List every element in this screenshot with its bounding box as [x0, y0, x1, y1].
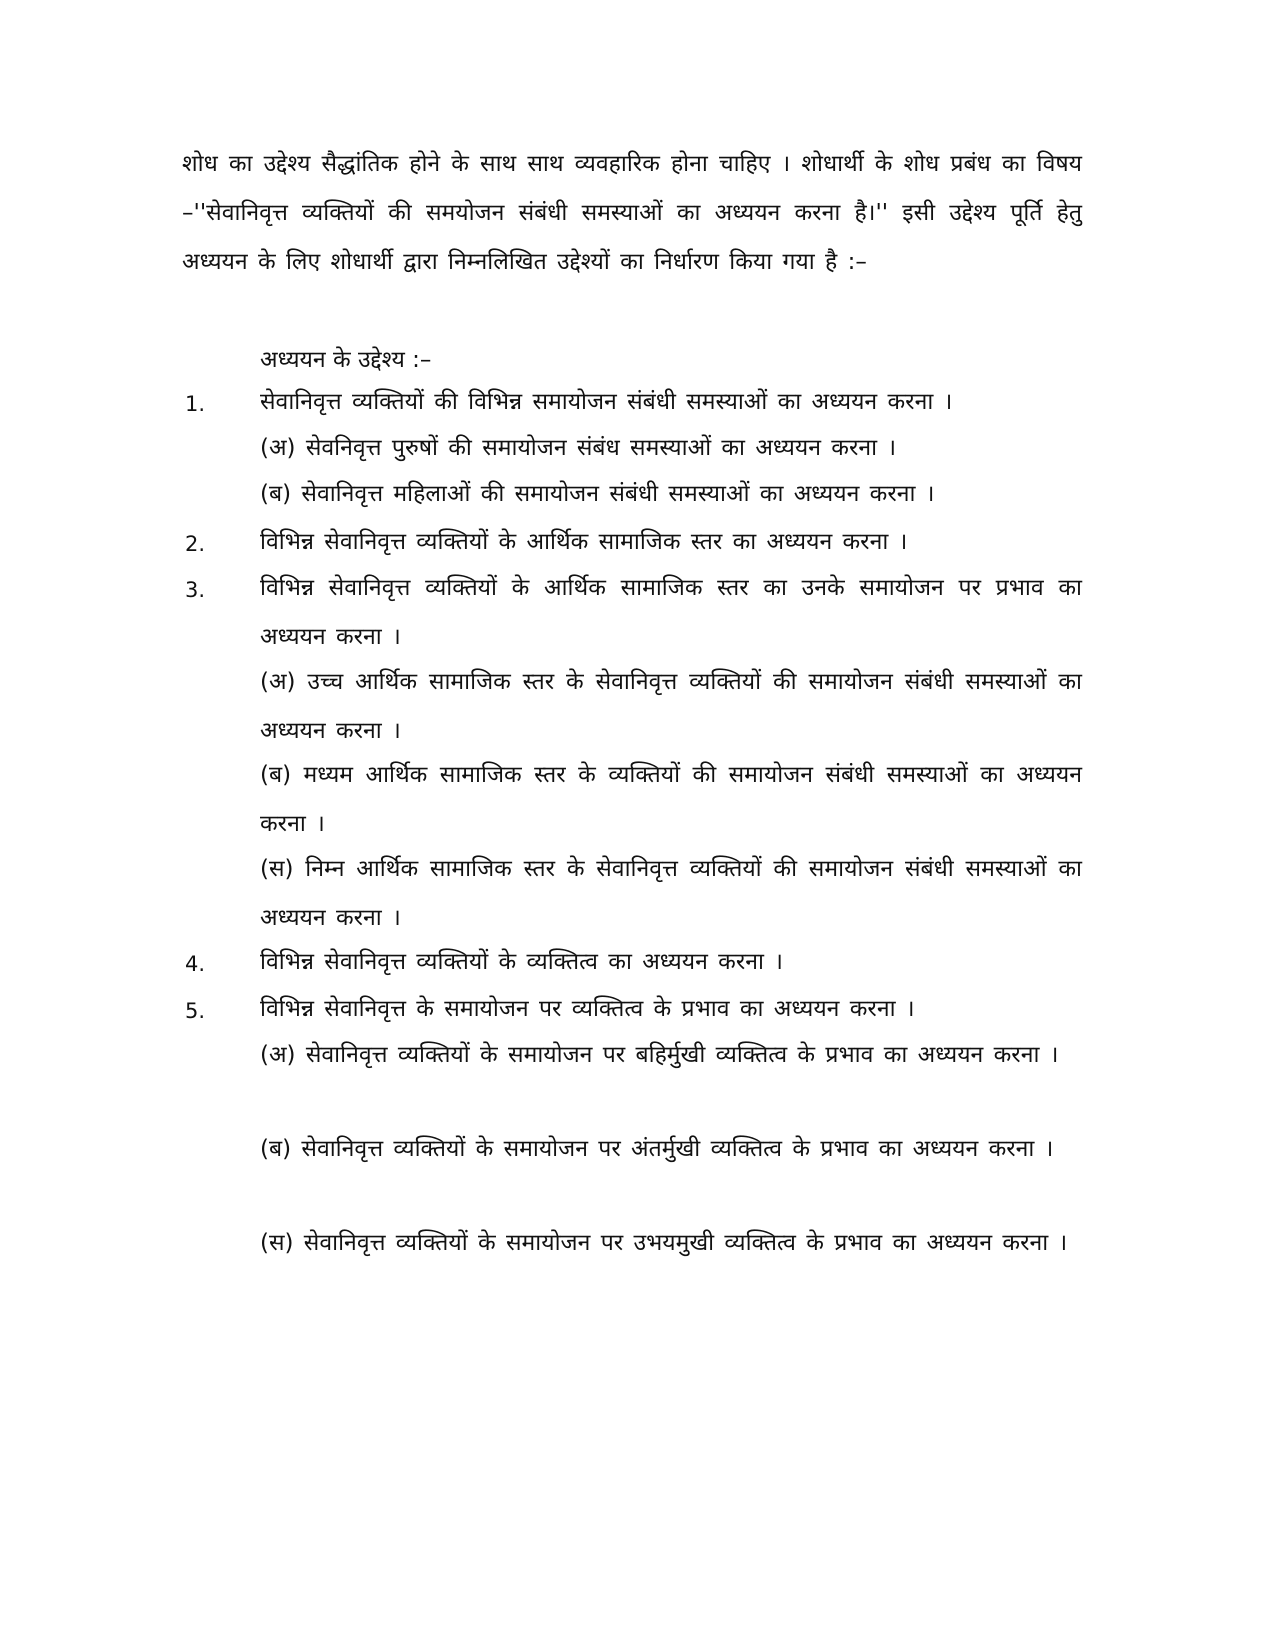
- objective-2-text: विभिन्न सेवानिवृत्त व्यक्तियों के आर्थिक सामाजिक स्तर का अध्ययन करना ।: [260, 529, 908, 555]
- objective-1-text: सेवानिवृत्त व्यक्तियों की विभिन्न समायोजन संबंधी समस्याओं का अध्ययन करना ।: [260, 389, 953, 415]
- objective-5-number: 5.: [185, 999, 206, 1023]
- objective-5-sub-b: (ब) सेवानिवृत्त व्यक्तियों के समायोजन पर अंतर्मुखी व्यक्तित्व के प्रभाव का अध्ययन करना ।: [260, 1136, 1054, 1162]
- objective-2-number: 2.: [185, 532, 206, 556]
- objective-3-number: 3.: [185, 578, 206, 602]
- objective-1-sub-a: (अ) सेवनिवृत्त पुरुषों की समायोजन संबंध समस्याओं का अध्ययन करना ।: [260, 435, 897, 461]
- objective-1-sub-b: (ब) सेवानिवृत्त महिलाओं की समायोजन संबंधी समस्याओं का अध्ययन करना ।: [260, 481, 935, 507]
- intro-paragraph: शोध का उद्देश्य सैद्धांतिक होने के साथ साथ व्यवहारिक होना चाहिए । शोधार्थी के शोध प्रबंध का विषय –''सेवानिवृत्त व्यक्तियों की समयोजन संबंधी समस्याओं का अध्ययन करना है।'' इसी उद्देश्य पूर्ति हेतु अध्ययन के लिए शोधार्थी द्वारा निम्नलिखित उद्देश्यों का निर्धारण किया गया है :–: [182, 151, 1082, 275]
- objective-5-text: विभिन्न सेवानिवृत्त के समायोजन पर व्यक्तित्व के प्रभाव का अध्ययन करना ।: [260, 996, 915, 1022]
- objectives-heading: अध्ययन के उद्देश्य :–: [260, 347, 432, 373]
- objective-5-sub-c: (स) सेवानिवृत्त व्यक्तियों के समायोजन पर उभयमुखी व्यक्तित्व के प्रभाव का अध्ययन करना ।: [260, 1230, 1068, 1256]
- objective-4-number: 4.: [185, 952, 206, 976]
- objective-5-sub-a: (अ) सेवानिवृत्त व्यक्तियों के समायोजन पर बहिर्मुखी व्यक्तित्व के प्रभाव का अध्ययन करना ।: [260, 1042, 1059, 1068]
- objective-3-sub-c: (स) निम्न आर्थिक सामाजिक स्तर के सेवानिवृत्त व्यक्तियों की समायोजन संबंधी समस्याओं का अध्ययन करना ।: [260, 856, 1082, 931]
- objective-1-number: 1.: [185, 392, 206, 416]
- objective-4-text: विभिन्न सेवानिवृत्त व्यक्तियों के व्यक्तित्व का अध्ययन करना ।: [260, 949, 784, 975]
- objective-3-sub-a: (अ) उच्च आर्थिक सामाजिक स्तर के सेवानिवृत्त व्यक्तियों की समायोजन संबंधी समस्याओं का अध्ययन करना ।: [260, 669, 1082, 744]
- objective-3-text: विभिन्न सेवानिवृत्त व्यक्तियों के आर्थिक सामाजिक स्तर का उनके समायोजन पर प्रभाव का अध्ययन करना ।: [260, 575, 1082, 650]
- objective-3-sub-b: (ब) मध्यम आर्थिक सामाजिक स्तर के व्यक्तियों की समायोजन संबंधी समस्याओं का अध्ययन करना ।: [260, 762, 1082, 837]
